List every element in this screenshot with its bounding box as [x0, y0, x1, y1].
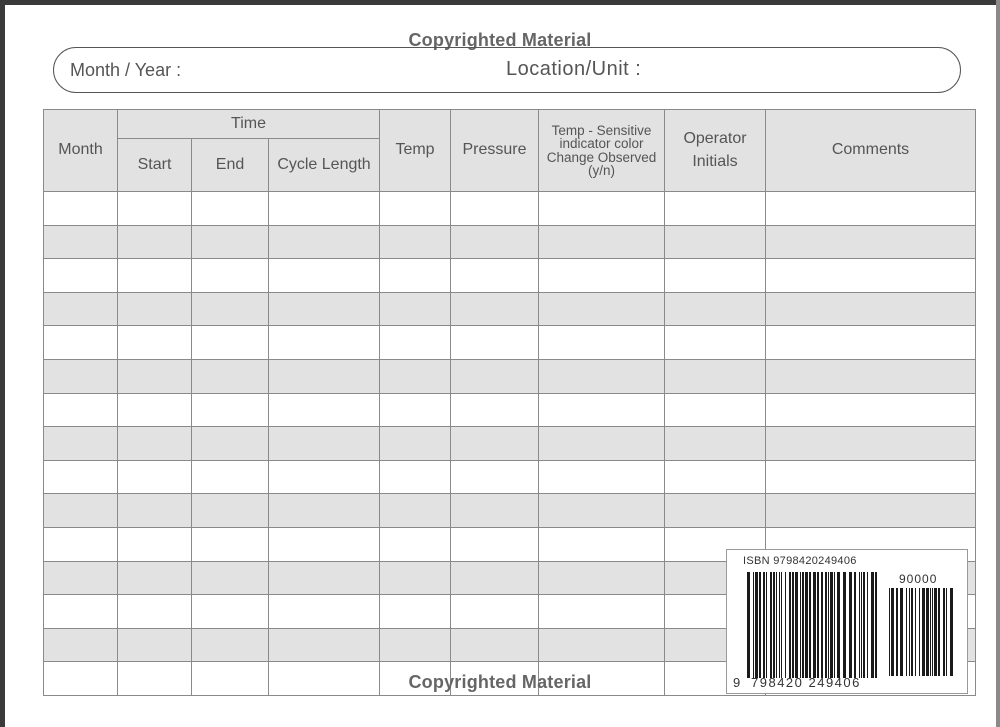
table-cell[interactable] [192, 527, 269, 561]
table-cell[interactable] [665, 192, 766, 226]
month-location-bar [53, 47, 961, 93]
table-cell[interactable] [665, 326, 766, 360]
table-cell[interactable] [118, 359, 192, 393]
table-cell[interactable] [44, 393, 118, 427]
barcode-bar [809, 572, 811, 678]
barcode-bar [932, 588, 933, 676]
barcode-bar [934, 588, 937, 676]
table-row [44, 225, 976, 259]
table-cell[interactable] [451, 393, 539, 427]
table-cell[interactable] [766, 393, 976, 427]
table-cell[interactable] [44, 292, 118, 326]
table-cell[interactable] [44, 527, 118, 561]
barcode-bar [849, 572, 852, 678]
barcode-bar [861, 572, 862, 678]
table-cell[interactable] [451, 628, 539, 662]
table-cell[interactable] [269, 326, 380, 360]
frame-right-edge [996, 0, 1000, 727]
table-cell[interactable] [269, 460, 380, 494]
table-cell[interactable] [451, 292, 539, 326]
barcode-bar [779, 572, 780, 678]
table-cell[interactable] [44, 192, 118, 226]
barcode-bar [843, 572, 846, 678]
table-cell[interactable] [118, 225, 192, 259]
barcode-bar [755, 572, 758, 678]
header-month: Month [44, 110, 118, 192]
table-cell[interactable] [118, 494, 192, 528]
table-cell[interactable] [118, 326, 192, 360]
barcode-bar [766, 572, 767, 678]
barcode-bar [825, 572, 827, 678]
table-cell[interactable] [539, 494, 665, 528]
table-cell[interactable] [665, 393, 766, 427]
table-cell[interactable] [766, 225, 976, 259]
table-cell[interactable] [192, 225, 269, 259]
month-year-label: Month / Year : [70, 60, 182, 80]
table-cell[interactable] [451, 460, 539, 494]
header-operator-initials: Operator Initials [665, 110, 766, 192]
table-cell[interactable] [118, 292, 192, 326]
table-cell[interactable] [269, 595, 380, 629]
barcode-bar [773, 572, 775, 678]
barcode-bar [896, 588, 898, 676]
barcode-bar [834, 572, 835, 678]
barcode-bar [789, 572, 791, 678]
table-cell[interactable] [539, 561, 665, 595]
barcode-bar [792, 572, 794, 678]
table-cell[interactable] [44, 561, 118, 595]
table-cell[interactable] [44, 494, 118, 528]
table-cell[interactable] [380, 595, 451, 629]
table-row [44, 359, 976, 393]
barcode-bar [781, 572, 782, 678]
table-cell[interactable] [192, 662, 269, 696]
barcode-bar [875, 572, 877, 678]
table-row [44, 259, 976, 293]
barcode-bar [753, 572, 754, 678]
barcode-bar [805, 572, 808, 678]
table-row [44, 494, 976, 528]
barcode-bar [919, 588, 920, 676]
table-cell[interactable] [766, 460, 976, 494]
price-code: 90000 [899, 572, 938, 586]
table-cell[interactable] [451, 192, 539, 226]
barcode-bar [763, 572, 765, 678]
barcode-bar [828, 572, 829, 678]
barcode-bar [802, 572, 804, 678]
barcode-bars [727, 550, 969, 695]
table-cell[interactable] [539, 192, 665, 226]
table-cell[interactable] [44, 326, 118, 360]
barcode-bar [930, 588, 931, 676]
table-cell[interactable] [44, 259, 118, 293]
table-cell[interactable] [118, 561, 192, 595]
table-cell[interactable] [380, 359, 451, 393]
table-cell[interactable] [269, 225, 380, 259]
table-cell[interactable] [665, 460, 766, 494]
table-cell[interactable] [44, 628, 118, 662]
isbn-label: ISBN 9798420249406 [743, 555, 857, 567]
barcode-bar [795, 572, 798, 678]
frame-top-edge [0, 0, 1000, 5]
barcode-bar [915, 588, 916, 676]
table-cell[interactable] [451, 595, 539, 629]
barcode-bar [943, 588, 945, 676]
barcode-lead-digit: 9 [733, 675, 741, 690]
table-cell[interactable] [44, 662, 118, 696]
table-cell[interactable] [766, 427, 976, 461]
barcode-bar [922, 588, 925, 676]
table-cell[interactable] [192, 292, 269, 326]
barcode-bar [821, 572, 823, 678]
barcode-bar [946, 588, 947, 676]
table-cell[interactable] [451, 494, 539, 528]
table-cell[interactable] [269, 192, 380, 226]
copyright-notice-top: Copyrighted Material [408, 30, 592, 50]
table-row [44, 460, 976, 494]
barcode-bar [863, 572, 865, 678]
barcode-bar [906, 588, 907, 676]
table-cell[interactable] [269, 628, 380, 662]
table-cell[interactable] [665, 359, 766, 393]
table-cell[interactable] [44, 427, 118, 461]
table-cell[interactable] [192, 595, 269, 629]
table-cell[interactable] [118, 393, 192, 427]
table-cell[interactable] [192, 393, 269, 427]
barcode-bar [747, 572, 750, 678]
table-cell[interactable] [665, 259, 766, 293]
isbn-barcode-box [726, 549, 968, 694]
table-cell[interactable] [539, 259, 665, 293]
table-cell[interactable] [539, 393, 665, 427]
barcode-bar [813, 572, 816, 678]
table-cell[interactable] [118, 427, 192, 461]
table-cell[interactable] [451, 259, 539, 293]
table-cell[interactable] [192, 427, 269, 461]
barcode-bar [926, 588, 929, 676]
table-row [44, 427, 976, 461]
table-cell[interactable] [380, 393, 451, 427]
table-cell[interactable] [192, 628, 269, 662]
barcode-digits: 798420 249406 [751, 675, 861, 690]
table-row [44, 292, 976, 326]
header-indicator-color-change: Temp - Sensitive indicator color Change Observed (y/n) [539, 110, 665, 192]
table-cell[interactable] [118, 192, 192, 226]
barcode-bar [817, 572, 819, 678]
table-cell[interactable] [380, 192, 451, 226]
table-cell[interactable] [766, 192, 976, 226]
table-cell[interactable] [451, 225, 539, 259]
table-cell[interactable] [192, 460, 269, 494]
table-cell[interactable] [766, 494, 976, 528]
barcode-bar [900, 588, 903, 676]
table-cell[interactable] [192, 192, 269, 226]
barcode-bar [867, 572, 868, 678]
table-cell[interactable] [539, 326, 665, 360]
table-cell[interactable] [118, 628, 192, 662]
table-cell[interactable] [539, 527, 665, 561]
table-cell[interactable] [192, 561, 269, 595]
table-cell[interactable] [118, 460, 192, 494]
table-row [44, 326, 976, 360]
table-cell[interactable] [118, 595, 192, 629]
table-cell[interactable] [269, 427, 380, 461]
table-cell[interactable] [269, 292, 380, 326]
table-cell[interactable] [44, 460, 118, 494]
table-cell[interactable] [380, 292, 451, 326]
table-cell[interactable] [665, 292, 766, 326]
barcode-bar [938, 588, 940, 676]
barcode-bar [854, 572, 856, 678]
copyright-notice-bottom: Copyrighted Material [408, 672, 592, 692]
table-cell[interactable] [192, 494, 269, 528]
table-cell[interactable] [269, 561, 380, 595]
barcode-bar [759, 572, 761, 678]
barcode-bar [871, 572, 874, 678]
table-cell[interactable] [665, 225, 766, 259]
table-cell[interactable] [269, 359, 380, 393]
barcode-bar [770, 572, 772, 678]
table-cell[interactable] [380, 225, 451, 259]
table-cell[interactable] [44, 359, 118, 393]
table-cell[interactable] [118, 527, 192, 561]
barcode-bar [909, 588, 910, 676]
table-cell[interactable] [539, 427, 665, 461]
table-cell[interactable] [269, 259, 380, 293]
table-row [44, 192, 976, 226]
table-cell[interactable] [380, 460, 451, 494]
header-start: Start [118, 139, 192, 192]
table-cell[interactable] [380, 259, 451, 293]
barcode-bar [800, 572, 801, 678]
barcode-bar [950, 588, 953, 676]
table-cell[interactable] [269, 527, 380, 561]
table-cell[interactable] [192, 259, 269, 293]
table-cell[interactable] [380, 527, 451, 561]
table-cell[interactable] [766, 326, 976, 360]
table-cell[interactable] [380, 427, 451, 461]
table-cell[interactable] [766, 259, 976, 293]
header-time-group: Time [118, 110, 380, 139]
table-cell[interactable] [451, 359, 539, 393]
header-pressure: Pressure [451, 110, 539, 192]
table-cell[interactable] [192, 326, 269, 360]
table-cell[interactable] [539, 628, 665, 662]
frame-left-edge [0, 0, 5, 727]
table-cell[interactable] [451, 427, 539, 461]
table-cell[interactable] [539, 225, 665, 259]
barcode-bar [785, 572, 786, 678]
table-cell[interactable] [766, 359, 976, 393]
table-row [44, 393, 976, 427]
table-cell[interactable] [451, 561, 539, 595]
table-cell[interactable] [539, 460, 665, 494]
table-cell[interactable] [451, 527, 539, 561]
header-end: End [192, 139, 269, 192]
barcode-bar [911, 588, 913, 676]
table-cell[interactable] [665, 427, 766, 461]
table-cell[interactable] [766, 292, 976, 326]
barcode-bar [891, 588, 894, 676]
table-cell[interactable] [539, 359, 665, 393]
barcode-bar [776, 572, 777, 678]
header-temp: Temp [380, 110, 451, 192]
table-cell[interactable] [539, 292, 665, 326]
barcode-bar [837, 572, 840, 678]
table-cell[interactable] [44, 225, 118, 259]
table-cell[interactable] [380, 561, 451, 595]
barcode-bar [859, 572, 860, 678]
table-cell[interactable] [380, 494, 451, 528]
table-cell[interactable] [44, 595, 118, 629]
table-cell[interactable] [269, 494, 380, 528]
table-cell[interactable] [539, 595, 665, 629]
table-cell[interactable] [118, 662, 192, 696]
table-cell[interactable] [118, 259, 192, 293]
table-cell[interactable] [380, 628, 451, 662]
table-cell[interactable] [192, 359, 269, 393]
table-cell[interactable] [269, 393, 380, 427]
header-cycle-length: Cycle Length [269, 139, 380, 192]
barcode-bar [889, 588, 890, 676]
table-cell[interactable] [665, 494, 766, 528]
location-unit-label: Location/Unit : [506, 58, 642, 80]
barcode-bar [830, 572, 833, 678]
header-comments: Comments [766, 110, 976, 192]
table-cell[interactable] [380, 326, 451, 360]
table-cell[interactable] [451, 326, 539, 360]
